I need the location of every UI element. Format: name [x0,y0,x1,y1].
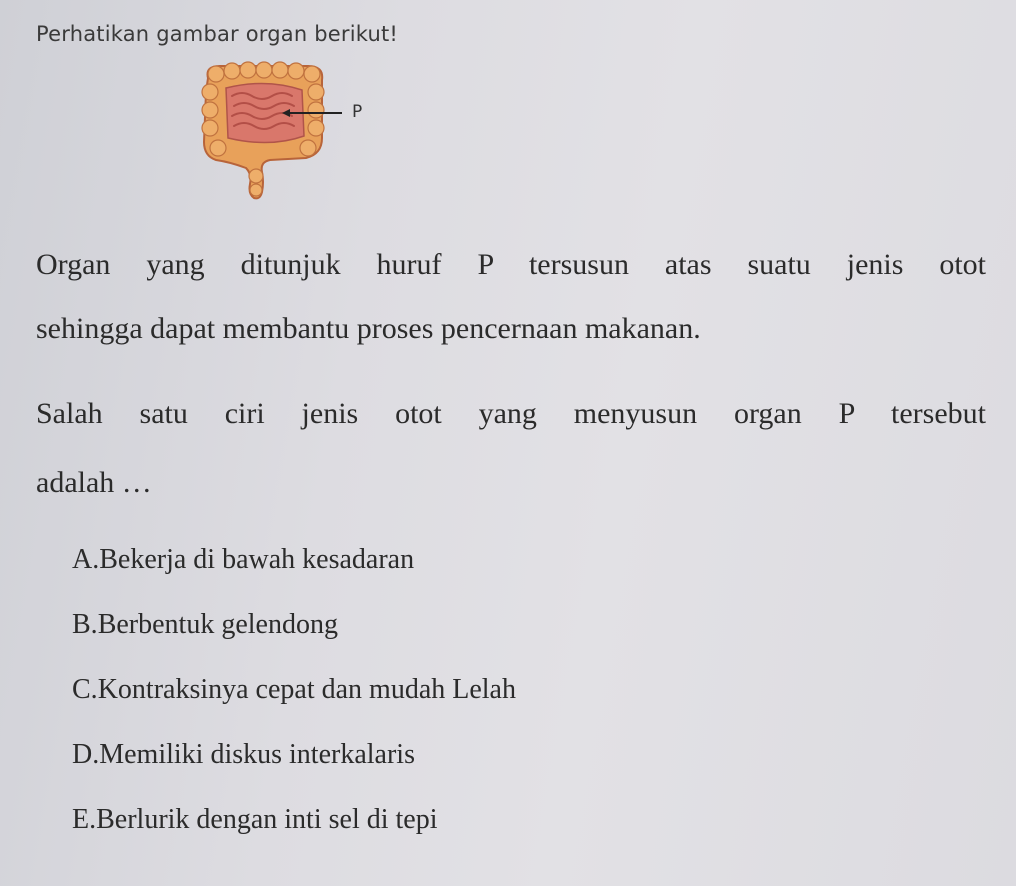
option-letter: D. [72,739,100,770]
question-line-3: Salah satu ciri jenis otot yang menyusun organ P tersebut [36,397,986,430]
intestine-illustration [190,56,380,206]
option-text: Bekerja di bawah kesadaran [99,544,415,575]
question-line-4: adalah … [36,466,152,499]
option-text: Kontraksinya cepat dan mudah Lelah [97,674,516,705]
option-text: Berbentuk gelendong [97,609,338,640]
option-d[interactable] [72,735,516,800]
option-b[interactable] [72,605,516,670]
option-letter: A. [72,544,100,575]
option-letter: E. [72,804,97,835]
option-a[interactable] [72,540,516,605]
option-text: Berlurik dengan inti sel di tepi [96,804,438,835]
pointer-label-p: P [352,102,363,122]
option-letter: C. [72,674,98,705]
question-line-1: Organ yang ditunjuk huruf P tersusun atas suatu jenis otot [36,248,986,281]
option-c[interactable] [72,670,516,735]
intestine-icon [190,56,380,206]
option-letter: B. [72,609,98,640]
instruction-text: Perhatikan gambar organ berikut! [36,22,399,46]
option-e[interactable] [72,800,516,865]
question-line-2: sehingga dapat membantu proses pencernaan makanan. [36,312,701,345]
option-text: Memiliki diskus interkalaris [99,739,415,770]
answer-options [72,540,516,865]
